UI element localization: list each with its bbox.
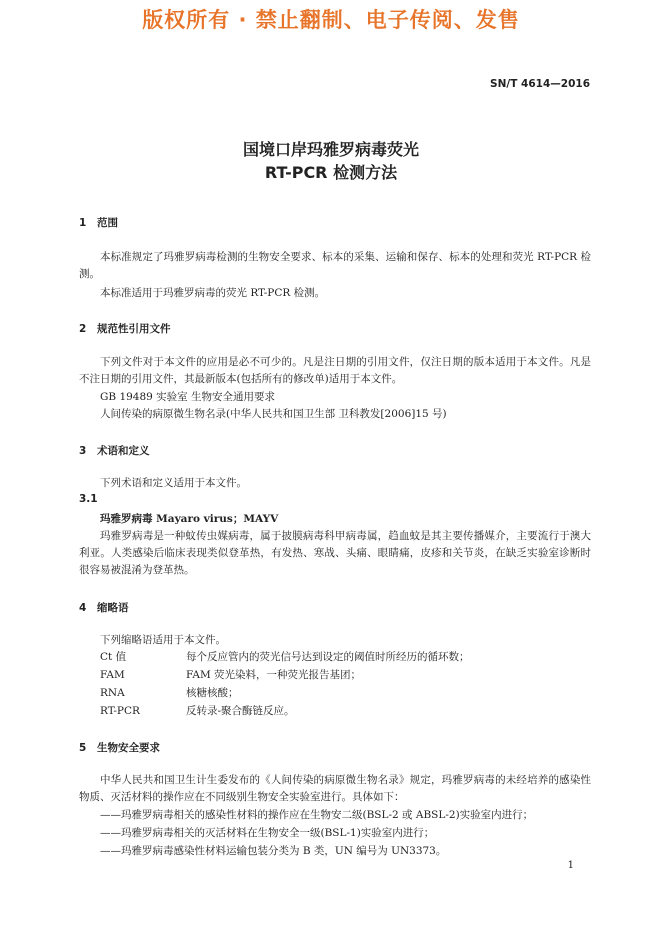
section-1-heading (79, 215, 118, 230)
abbreviation-definition: 核糖核酸； (186, 687, 239, 699)
subsection-number: 3.1 (79, 493, 98, 505)
abbreviation-row (100, 649, 470, 664)
section-2-heading (79, 321, 171, 336)
section-title: 术语和定义 (97, 445, 150, 457)
abbreviation-row (100, 667, 361, 682)
abbreviation-definition: 反转录-聚合酶链反应。 (186, 705, 295, 717)
abbreviation-row (100, 703, 295, 718)
abbreviation: FAM (100, 669, 125, 681)
abbreviation: RT-PCR (100, 705, 140, 717)
term-entry: 玛雅罗病毒 Mayaro virus；MAYV (100, 513, 279, 525)
abbreviation: RNA (100, 687, 125, 699)
section-title: 规范性引用文件 (97, 323, 171, 335)
reference-item: 人间传染的病原微生物名录(中华人民共和国卫生部 卫科教发[2006]15 号) (100, 408, 447, 420)
section-number: 3 (79, 445, 87, 457)
standard-number: SN/T 4614—2016 (490, 78, 590, 90)
abbreviation-row (100, 685, 239, 700)
list-item: ——玛雅罗病毒相关的感染性材料的操作应在生物安二级(BSL-2 或 ABSL-2)实验室内进行； (100, 809, 534, 821)
section-number: 1 (79, 217, 87, 229)
section-title: 缩略语 (97, 602, 129, 614)
abbreviation: Ct 值 (100, 651, 127, 663)
section-number: 5 (79, 742, 87, 754)
list-item: ——玛雅罗病毒感染性材料运输包装分类为 B 类，UN 编号为 UN3373。 (100, 845, 447, 857)
copyright-banner: 版权所有 · 禁止翻制、电子传阅、发售 (142, 8, 520, 32)
abbreviation-definition: FAM 荧光染料，一种荧光报告基团； (186, 669, 362, 681)
document-title-line1: 国境口岸玛雅罗病毒荧光 (242, 140, 419, 159)
document-title-line2: RT-PCR 检测方法 (264, 163, 398, 182)
section-3-heading (79, 443, 150, 458)
page-number: 1 (567, 860, 574, 871)
paragraph: 本标准规定了玛雅罗病毒检测的生物安全要求、标本的采集、运输和保存、标本的处理和荧光 RT-PCR 检测。 (79, 251, 591, 280)
reference-item: GB 19489 实验室 生物安全通用要求 (100, 391, 276, 403)
section-5-heading (79, 740, 160, 755)
section-title: 范围 (97, 217, 118, 229)
paragraph: 本标准适用于玛雅罗病毒的荧光 RT-PCR 检测。 (100, 287, 326, 299)
abbreviation-definition: 每个反应管内的荧光信号达到设定的阈值时所经历的循环数； (186, 651, 470, 663)
paragraph: 中华人民共和国卫生计生委发布的《人间传染的病原微生物名录》规定，玛雅罗病毒的未经培养的感染性物质、灭活材料的操作应在不同级别生物安全实验室进行。具体如下： (79, 774, 591, 803)
paragraph: 玛雅罗病毒是一种蚊传虫媒病毒，属于披膜病毒科甲病毒属，趋血蚊是其主要传播媒介，主要流行于澳大利亚。人类感染后临床表现类似登革热，有发热、寒战、头痛、眼睛痛，皮疹和关节炎，在缺乏实验室诊断时很容易被混淆为登革热。 (79, 530, 591, 576)
paragraph: 下列术语和定义适用于本文件。 (100, 477, 247, 489)
section-number: 2 (79, 323, 87, 335)
paragraph: 下列缩略语适用于本文件。 (100, 634, 226, 646)
section-number: 4 (79, 602, 87, 614)
paragraph: 下列文件对于本文件的应用是必不可少的。凡是注日期的引用文件，仅注日期的版本适用于本文件。凡是不注日期的引用文件，其最新版本(包括所有的修改单)适用于本文件。 (79, 356, 591, 385)
list-item: ——玛雅罗病毒相关的灭活材料在生物安全一级(BSL-1)实验室内进行； (100, 827, 435, 839)
section-title: 生物安全要求 (97, 742, 160, 754)
section-4-heading (79, 600, 129, 615)
